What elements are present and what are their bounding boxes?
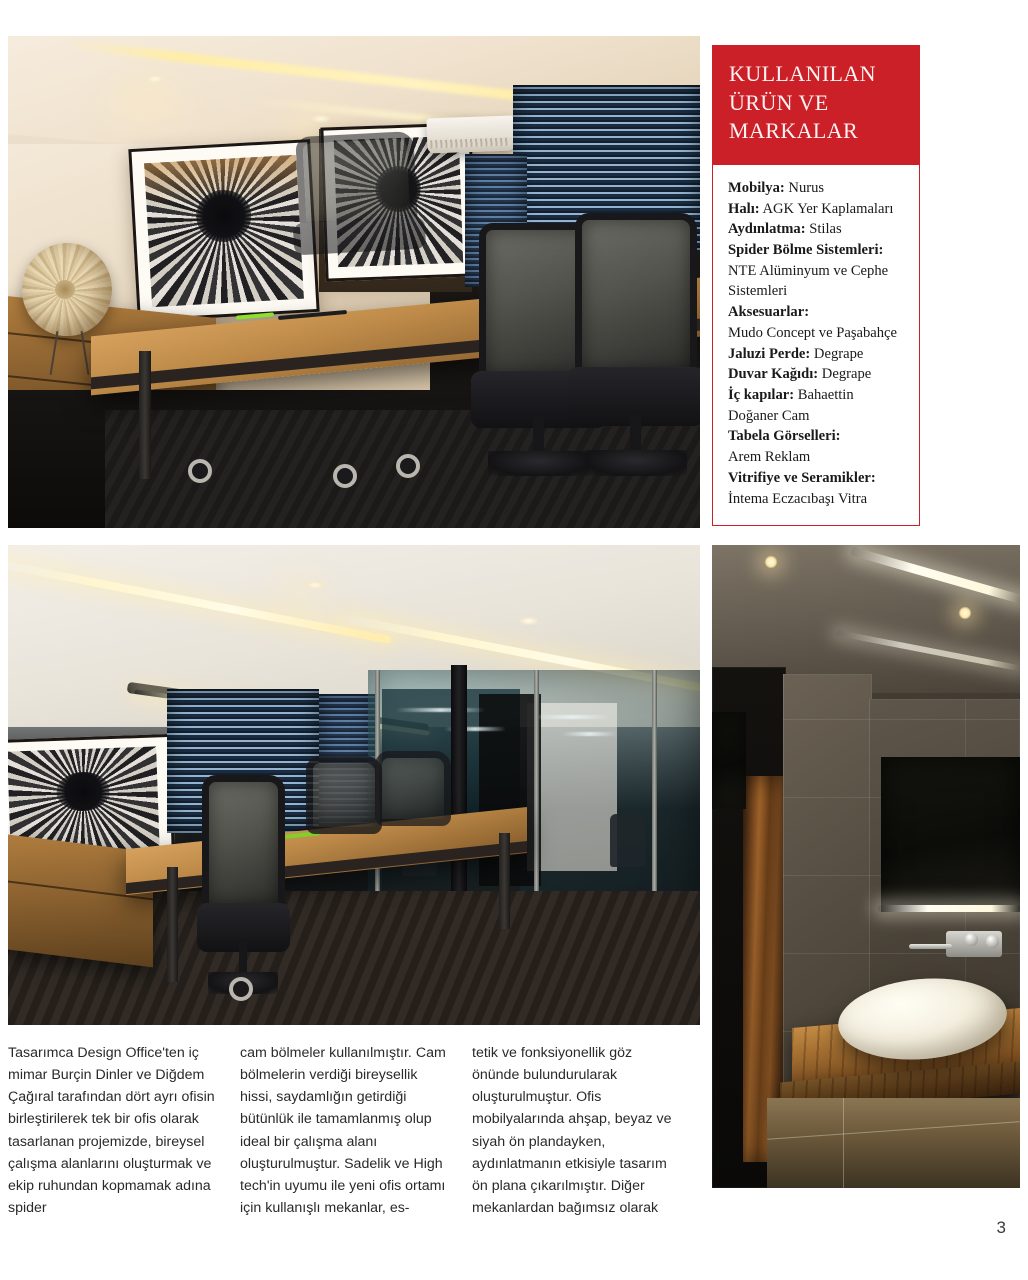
- brand-row: [728, 406, 904, 427]
- brand-row: [728, 468, 904, 489]
- chair-caster: [396, 454, 420, 478]
- body-text: Tasarımca Design Office'ten iç mimar Burçin Dinler ve Diğdem Çağıral tarafından dört ayrı ofisin birleştirilerek tek bir ofis olarak tasarlanan projemizde, bireysel çalışma alanlarını oluşturmak ve ekip ruhundan kopmamak adına spider: [8, 1045, 215, 1217]
- open-plan-office-glass-partition-photo: [8, 545, 700, 1025]
- brand-row: [728, 323, 904, 344]
- desk-leg: [139, 351, 150, 479]
- brand-row: [728, 344, 904, 365]
- brands-list: [712, 165, 920, 527]
- office-meeting-room-photo: [8, 36, 700, 528]
- brands-title-line-3: MARKALAR: [729, 118, 859, 144]
- faucet-spout: [909, 944, 952, 949]
- body-text: cam bölmeler kullanılmıştır. Cam bölmelerin verdiği bireysellik hissi, saydamlığın getirdiği bütünlük ile tamamlanmış olup ideal bir çalışma alanı oluşturulmuştur. Sadelik ve High tech'in uyumu ile yeni ofis ortamı için kullanışlı mekanlar, es-: [240, 1045, 446, 1217]
- framed-artwork-left: [128, 139, 320, 322]
- brand-row: [728, 364, 904, 385]
- brand-value: Bahaettin: [794, 386, 854, 403]
- table-leg: [499, 833, 509, 929]
- faucet-knob: [965, 933, 978, 946]
- brand-value: Nurus: [784, 179, 825, 196]
- brand-value: Doğaner Cam: [728, 407, 810, 424]
- floor-tiles: [767, 1098, 1020, 1188]
- faucet-knob: [986, 935, 999, 948]
- mirror-reflection: [712, 712, 746, 808]
- far-office-chair: [610, 814, 645, 867]
- brand-row: [728, 240, 904, 261]
- office-chair: [575, 213, 696, 479]
- chair-caster: [188, 459, 212, 483]
- downlight-glow: [257, 569, 343, 621]
- brand-label: Jaluzi Perde:: [728, 345, 811, 362]
- brand-label: Mobilya:: [728, 179, 785, 196]
- vanity-mirror: [881, 757, 1020, 911]
- brand-value: Mudo Concept ve Paşabahçe: [728, 324, 897, 341]
- article-body: [8, 1042, 702, 1219]
- body-column-1: [8, 1042, 218, 1219]
- office-chair: [306, 756, 382, 881]
- brand-value: Degrape: [818, 366, 872, 383]
- page-number: 3: [996, 1218, 1006, 1237]
- office-chair: [295, 131, 420, 285]
- office-chair: [202, 775, 285, 996]
- brand-row: [728, 447, 904, 468]
- brands-title-line-1: KULLANILAN: [729, 61, 876, 86]
- body-text: tetik ve fonksiyonellik göz önünde bulundurularak oluşturulmuştur. Ofis mobilyalarında ahşap, beyaz ve siyah ön plandayken, aydınlatmanın etkisiyle tasarım ön plana çıkarılmıştır. Diğer mekanlardan bağımsız olarak: [472, 1045, 672, 1217]
- downlight-glow: [91, 66, 201, 136]
- brands-box-header: [712, 45, 920, 165]
- brand-value: Arem Reklam: [728, 449, 811, 466]
- brand-row: [728, 489, 904, 510]
- office-chair: [375, 751, 451, 871]
- brand-value: Degrape: [810, 345, 864, 362]
- brand-value: İntema Eczacıbaşı Vitra: [728, 490, 868, 507]
- brand-row: [728, 385, 904, 406]
- brand-value: AGK Yer Kaplamaları: [759, 200, 894, 217]
- brand-value: Stilas: [805, 221, 842, 238]
- brand-label: Aksesuarlar:: [728, 304, 810, 321]
- brand-label: Aydınlatma:: [728, 221, 806, 238]
- body-column-2: [240, 1042, 450, 1219]
- brand-row: [728, 261, 904, 302]
- brand-row: [728, 219, 904, 240]
- brands-info-box: [712, 45, 920, 526]
- bathroom-vanity-photo: [712, 545, 1020, 1188]
- ammonite-sculpture: [22, 243, 112, 336]
- brand-row: [728, 302, 904, 323]
- brands-title-line-2: ÜRÜN VE: [729, 89, 829, 115]
- table-leg: [167, 867, 177, 982]
- mirror-backlight: [878, 905, 1020, 912]
- downlight-icon: [764, 555, 778, 569]
- downlight-icon: [520, 617, 538, 625]
- brand-label: Vitrifiye ve Seramikler:: [728, 469, 876, 486]
- brand-label: Tabela Görselleri:: [728, 428, 841, 445]
- brand-label: İç kapılar:: [728, 386, 795, 403]
- brand-row: [728, 199, 904, 220]
- air-conditioner: [426, 116, 514, 154]
- brand-row: [728, 178, 904, 199]
- brand-label: Halı:: [728, 200, 760, 217]
- body-column-3: [472, 1042, 682, 1219]
- artwork-image: [144, 155, 304, 307]
- brand-value: NTE Alüminyum ve Cephe Sistemleri: [728, 262, 889, 300]
- brand-label: Spider Bölme Sistemleri:: [728, 241, 884, 258]
- brand-row: [728, 426, 904, 447]
- brand-label: Duvar Kağıdı:: [728, 366, 819, 383]
